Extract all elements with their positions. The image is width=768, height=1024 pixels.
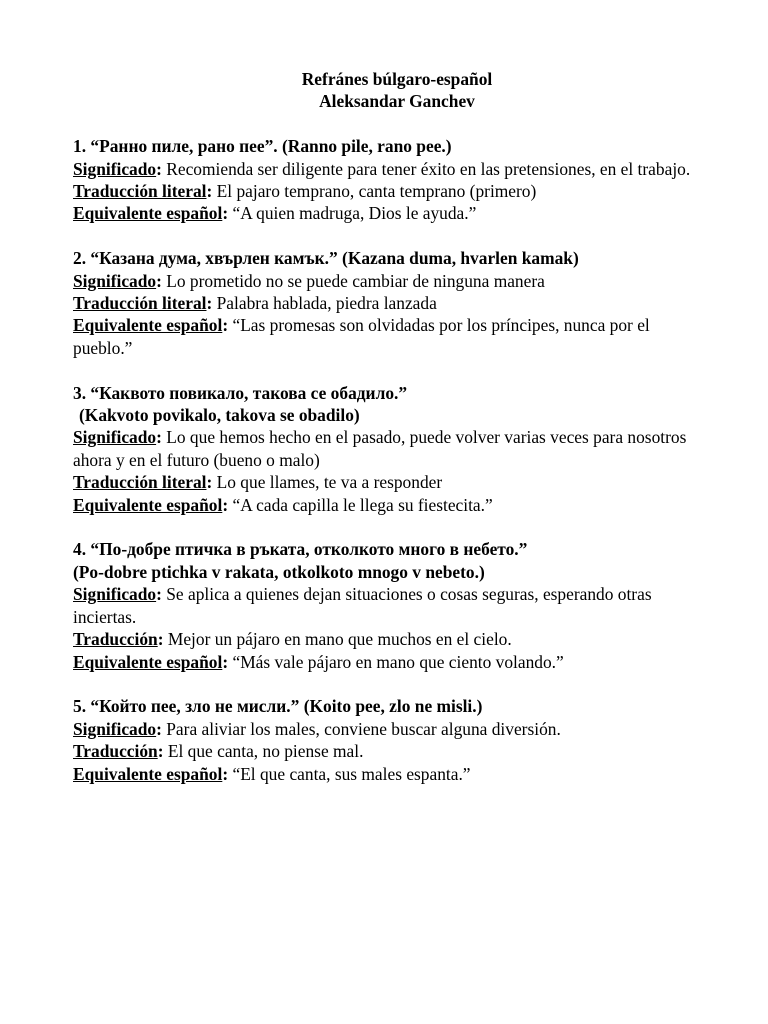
traduccion-text: Mejor un pájaro en mano que muchos en el cielo. — [167, 629, 512, 650]
title-block — [73, 68, 703, 113]
significado-text: Lo prometido no se puede cambiar de ninguna manera — [166, 270, 545, 291]
equivalente-text: “A quien madruga, Dios le ayuda.” — [232, 203, 477, 224]
proverb-entry-1 — [73, 135, 703, 225]
equivalente-line: Equivalente español: “Más vale pájaro en mano que ciento volando.” — [73, 651, 564, 672]
proverb-number: 4. — [73, 539, 87, 560]
equivalente-text: “Las promesas son olvidadas por los príncipes, nunca por el pueblo.” — [73, 315, 650, 358]
equivalente-text: “El que canta, sus males espanta.” — [232, 763, 471, 784]
significado-label: Significado — [73, 718, 157, 739]
significado-label: Significado — [73, 584, 157, 605]
significado-text: Lo que hemos hecho en el pasado, puede volver varias veces para nosotros ahora y en el futuro (bueno o malo) — [73, 427, 687, 470]
significado-line: Significado: Se aplica a quienes dejan situaciones o cosas seguras, esperando otras inciertas. — [73, 584, 652, 627]
traduccion-line: Traducción: El que canta, no piense mal. — [73, 741, 364, 762]
document-title: Refránes búlgaro-español — [301, 69, 493, 89]
proverb-number: 3. — [73, 382, 87, 403]
proverb-heading — [73, 382, 703, 404]
proverb-number: 5. — [73, 696, 87, 717]
traduccion-label: Traducción literal — [73, 293, 207, 314]
equivalente-text: “Más vale pájaro en mano que ciento volando.” — [232, 651, 564, 672]
document-page — [73, 68, 703, 785]
traduccion-label: Traducción — [73, 629, 158, 650]
proverb-text: “Ранно пиле, рано пее”. (Ranno pile, rano pee.) — [90, 136, 452, 157]
spacer — [73, 359, 703, 381]
spacer — [73, 225, 703, 247]
traduccion-text: Lo que llames, te va a responder — [216, 472, 443, 493]
proverb-number: 1. — [73, 136, 87, 157]
traduccion-line: Traducción literal: El pajaro temprano, canta temprano (primero) — [73, 181, 537, 202]
proverb-number: 2. — [73, 248, 87, 269]
proverb-text: “Казана дума, хвърлен камък.” (Kazana duma, hvarlen kamak) — [90, 248, 579, 269]
proverb-heading — [73, 247, 703, 269]
significado-label: Significado — [73, 270, 157, 291]
equivalente-label: Equivalente español — [73, 651, 223, 672]
significado-label: Significado — [73, 158, 157, 179]
equivalente-label: Equivalente español — [73, 763, 223, 784]
equivalente-line: Equivalente español: “El que canta, sus males espanta.” — [73, 763, 471, 784]
proverb-entry-2 — [73, 247, 703, 359]
proverb-text: “Каквото повикало, такова се обадило.” — [90, 382, 408, 403]
significado-line: Significado: Lo prometido no se puede cambiar de ninguna manera — [73, 270, 545, 291]
proverb-heading — [73, 695, 703, 717]
traduccion-text: Palabra hablada, piedra lanzada — [216, 293, 437, 314]
spacer — [73, 516, 703, 538]
traduccion-label: Traducción literal — [73, 181, 207, 202]
traduccion-line: Traducción literal: Palabra hablada, piedra lanzada — [73, 293, 437, 314]
equivalente-label: Equivalente español — [73, 203, 223, 224]
significado-line: Significado: Lo que hemos hecho en el pasado, puede volver varias veces para nosotros ahora y en el futuro (bueno o malo) — [73, 427, 687, 470]
traduccion-label: Traducción — [73, 741, 158, 762]
traduccion-line: Traducción literal: Lo que llames, te va a responder — [73, 472, 443, 493]
significado-text: Para aliviar los males, conviene buscar alguna diversión. — [166, 718, 561, 739]
proverb-heading — [73, 538, 703, 560]
proverb-entry-4 — [73, 538, 703, 672]
equivalente-line: Equivalente español: “A cada capilla le llega su fiestecita.” — [73, 494, 493, 515]
equivalente-label: Equivalente español — [73, 315, 223, 336]
spacer — [73, 673, 703, 695]
traduccion-line: Traducción: Mejor un pájaro en mano que muchos en el cielo. — [73, 629, 512, 650]
significado-text: Se aplica a quienes dejan situaciones o cosas seguras, esperando otras inciertas. — [73, 584, 652, 627]
equivalente-line: Equivalente español: “Las promesas son olvidadas por los príncipes, nunca por el pueblo.” — [73, 315, 650, 358]
spacer — [73, 113, 703, 135]
equivalente-line: Equivalente español: “A quien madruga, Dios le ayuda.” — [73, 203, 477, 224]
traduccion-text: El pajaro temprano, canta temprano (primero) — [216, 181, 537, 202]
equivalente-text: “A cada capilla le llega su fiestecita.” — [232, 494, 493, 515]
equivalente-label: Equivalente español — [73, 494, 223, 515]
proverb-entry-3 — [73, 382, 703, 516]
document-author: Aleksandar Ganchev — [319, 91, 475, 112]
proverb-transliteration: (Kakvoto povikalo, takova se obadilo) — [79, 405, 360, 426]
significado-label: Significado — [73, 427, 157, 448]
proverb-text: “Който пее, зло не мисли.” (Koito pee, zlo ne misli.) — [90, 696, 483, 717]
proverb-heading — [73, 135, 703, 157]
significado-line: Significado: Para aliviar los males, conviene buscar alguna diversión. — [73, 718, 561, 739]
proverb-entry-5 — [73, 695, 703, 785]
significado-line: Significado: Recomienda ser diligente para tener éxito en las pretensiones, en el trabajo. — [73, 158, 691, 179]
traduccion-label: Traducción literal — [73, 472, 207, 493]
traduccion-text: El que canta, no piense mal. — [167, 741, 364, 762]
proverb-transliteration: (Po-dobre ptichka v rakata, otkolkoto mnogo v nebeto.) — [73, 561, 485, 582]
proverb-text: “По-добре птичка в ръката, отколкото много в небето.” — [90, 539, 528, 560]
significado-text: Recomienda ser diligente para tener éxito en las pretensiones, en el trabajo. — [166, 158, 691, 179]
